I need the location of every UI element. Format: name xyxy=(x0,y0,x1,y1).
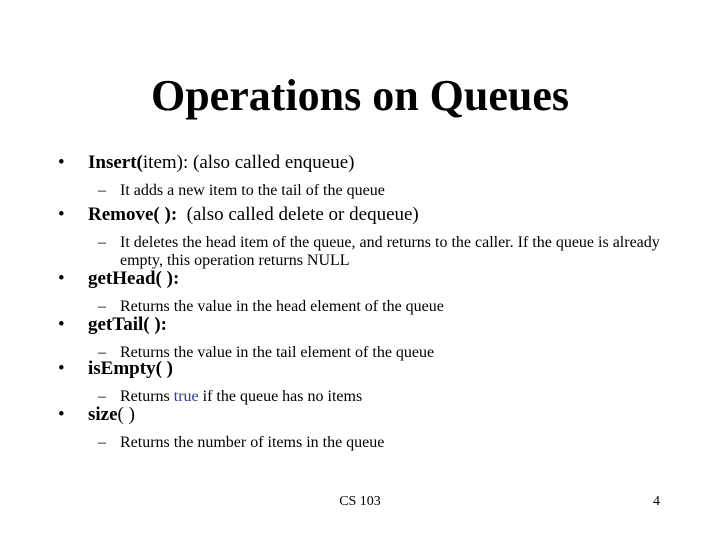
sub-dash: – xyxy=(98,298,106,315)
operation-detail-before: Returns xyxy=(120,388,174,405)
operation-name-rest: ( ) xyxy=(117,404,135,425)
operation-desc: (also called delete or dequeue) xyxy=(177,204,419,225)
operation-name: size xyxy=(88,404,118,425)
operation-detail: Returns the value in the head element of the queue xyxy=(120,298,444,315)
bullet-item-remove xyxy=(58,202,678,270)
operation-name: isEmpty( ) xyxy=(88,358,173,379)
operation-detail-after: if the queue has no items xyxy=(198,388,363,405)
operation-name: getHead( ): xyxy=(88,268,180,289)
sub-dash: – xyxy=(98,388,106,405)
operation-name: getTail( ): xyxy=(88,314,167,335)
bullet-dot: • xyxy=(58,152,65,173)
operation-detail: It deletes the head item of the queue, and returns to the caller. If the queue is already empty, this operation returns NULL xyxy=(120,234,660,269)
bullet-item-gettail xyxy=(58,312,678,362)
bullet-dot: • xyxy=(58,268,65,289)
sub-dash: – xyxy=(98,434,106,451)
bullet-item-size xyxy=(58,402,678,452)
operation-detail: Returns the number of items in the queue xyxy=(120,434,385,451)
operation-detail: It adds a new item to the tail of the queue xyxy=(120,182,385,199)
operation-name: Remove( ): xyxy=(88,204,178,225)
sub-dash: – xyxy=(98,344,106,361)
sub-dash: – xyxy=(98,234,106,251)
bullet-item-isempty xyxy=(58,356,678,406)
sub-dash: – xyxy=(98,182,106,199)
bullet-item-insert xyxy=(58,150,678,200)
bullet-dot: • xyxy=(58,404,65,425)
operation-desc: (also called enqueue) xyxy=(193,152,355,173)
footer-course: CS 103 xyxy=(339,494,381,509)
slide-title: Operations on Queues xyxy=(150,71,570,120)
bullet-item-gethead xyxy=(58,266,678,316)
bullet-dot: • xyxy=(58,314,65,335)
bullet-dot: • xyxy=(58,358,65,379)
bullet-dot: • xyxy=(58,204,65,225)
operation-name-rest: item): xyxy=(142,152,194,173)
operation-name: Insert( xyxy=(88,152,143,173)
operation-detail: Returns the value in the tail element of the queue xyxy=(120,344,435,361)
keyword-true: true xyxy=(173,388,199,405)
page-number: 4 xyxy=(653,494,660,509)
